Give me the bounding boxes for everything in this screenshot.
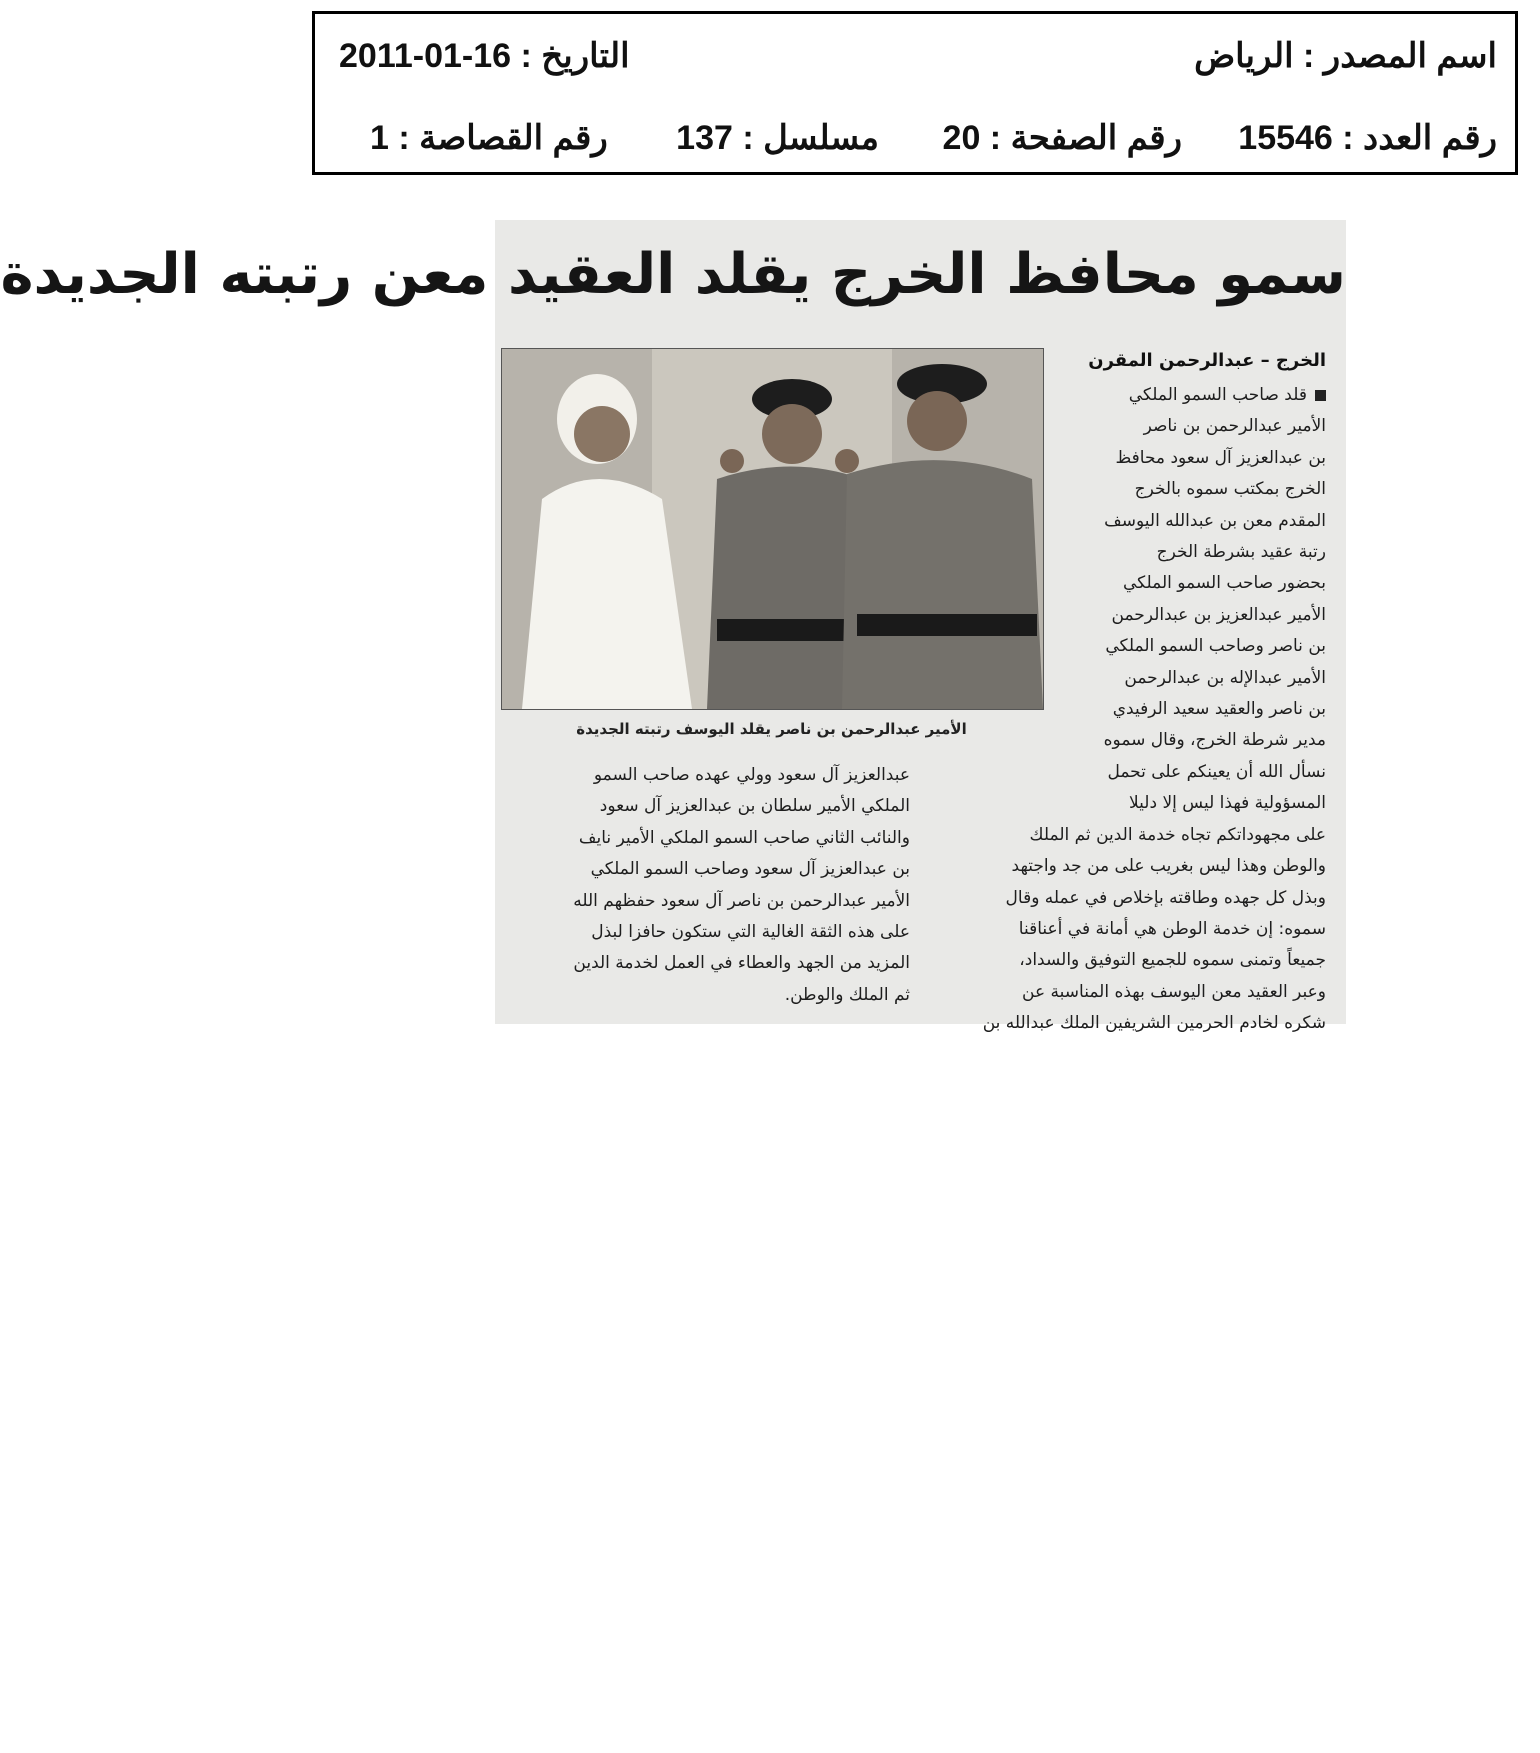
metadata-row-2	[315, 118, 1515, 168]
text-line: رتبة عقيد بشرطة الخرج	[1156, 542, 1326, 563]
text-line: بن عبدالعزيز آل سعود وصاحب السمو الملكي	[590, 859, 910, 880]
metadata-row-1	[315, 36, 1515, 86]
text-line: الملكي الأمير سلطان بن عبدالعزيز آل سعود	[599, 796, 910, 817]
text-line: وعبر العقيد معن اليوسف بهذه المناسبة عن	[1022, 981, 1326, 1002]
serial-label: مسلسل : 137	[676, 119, 879, 157]
newspaper-clipping	[0, 220, 1346, 1034]
text-line: المقدم معن بن عبدالله اليوسف	[1104, 510, 1326, 531]
text-line: الأمير عبدالإله بن عبدالرحمن	[1124, 667, 1326, 688]
text-line: الأمير عبدالرحمن بن ناصر	[1143, 416, 1326, 437]
text-line: ثم الملك والوطن.	[784, 984, 910, 1005]
issue-number-label: رقم العدد : 15546	[1238, 119, 1497, 157]
date-label: التاريخ : 16-01-2011	[339, 37, 630, 75]
text-line: المسؤولية فهذا ليس إلا دليلا	[1129, 793, 1326, 814]
source-label: اسم المصدر : الرياض	[1194, 37, 1497, 75]
text-line: شكره لخادم الحرمين الشريفين الملك عبدالله بن	[982, 1013, 1326, 1034]
text-line: والنائب الثاني صاحب السمو الملكي الأمير نايف	[578, 827, 910, 848]
clip-number-label: رقم القصاصة : 1	[370, 119, 608, 157]
text-line: الأمير عبدالعزيز بن عبدالرحمن	[1111, 604, 1326, 625]
article-column-left	[500, 760, 910, 1011]
text-line: عبدالعزيز آل سعود وولي عهده صاحب السمو	[593, 765, 910, 785]
text-line: المزيد من الجهد والعطاء في العمل لخدمة الدين	[573, 953, 910, 974]
text-line: الخرج بمكتب سموه بالخرج	[1134, 479, 1326, 500]
text-line: جميعاً وتمنى سموه للجميع التوفيق والسداد،	[1019, 950, 1326, 971]
article-byline: الخرج – عبدالرحمن المقرن	[1088, 350, 1326, 371]
page-number-label: رقم الصفحة : 20	[942, 119, 1182, 157]
clipping-metadata-box	[312, 11, 1518, 175]
article-photo	[501, 348, 1044, 710]
article-headline: سمو محافظ الخرج يقلد العقيد معن رتبته الجديدة	[0, 242, 1346, 307]
text-line: والوطن وهذا ليس بغريب على من جد واجتهد	[1011, 856, 1326, 877]
text-line: بن ناصر والعقيد سعيد الرفيدي	[1112, 699, 1326, 720]
photo-illustration	[502, 349, 1043, 709]
text-line: بن عبدالعزيز آل سعود محافظ	[1115, 447, 1326, 468]
text-line: على هذه الثقة الغالية التي ستكون حافزا لبذل	[591, 922, 910, 943]
photo-caption: الأمير عبدالرحمن بن ناصر يقلد اليوسف رتبته الجديدة	[576, 720, 967, 738]
text-line: على مجهوداتكم تجاه خدمة الدين ثم الملك	[1029, 824, 1326, 845]
text-line: بحضور صاحب السمو الملكي	[1122, 573, 1326, 594]
text-line: نسأل الله أن يعينكم على تحمل	[1107, 761, 1326, 782]
text-line: قلد صاحب السمو الملكي	[1041, 380, 1326, 411]
text-line: الأمير عبدالرحمن بن ناصر آل سعود حفظهم الله	[573, 890, 910, 911]
article-column-right	[982, 380, 1326, 1040]
text-line: بن ناصر وصاحب السمو الملكي	[1105, 636, 1326, 657]
text-line: مدير شرطة الخرج، وقال سموه	[1103, 730, 1326, 751]
text-line: وبذل كل جهده وطاقته بإخلاص في عمله وقال	[1005, 887, 1326, 908]
bullet-square-icon	[1315, 390, 1326, 401]
text-line: سموه: إن خدمة الوطن هي أمانة في أعناقنا	[1018, 918, 1326, 939]
